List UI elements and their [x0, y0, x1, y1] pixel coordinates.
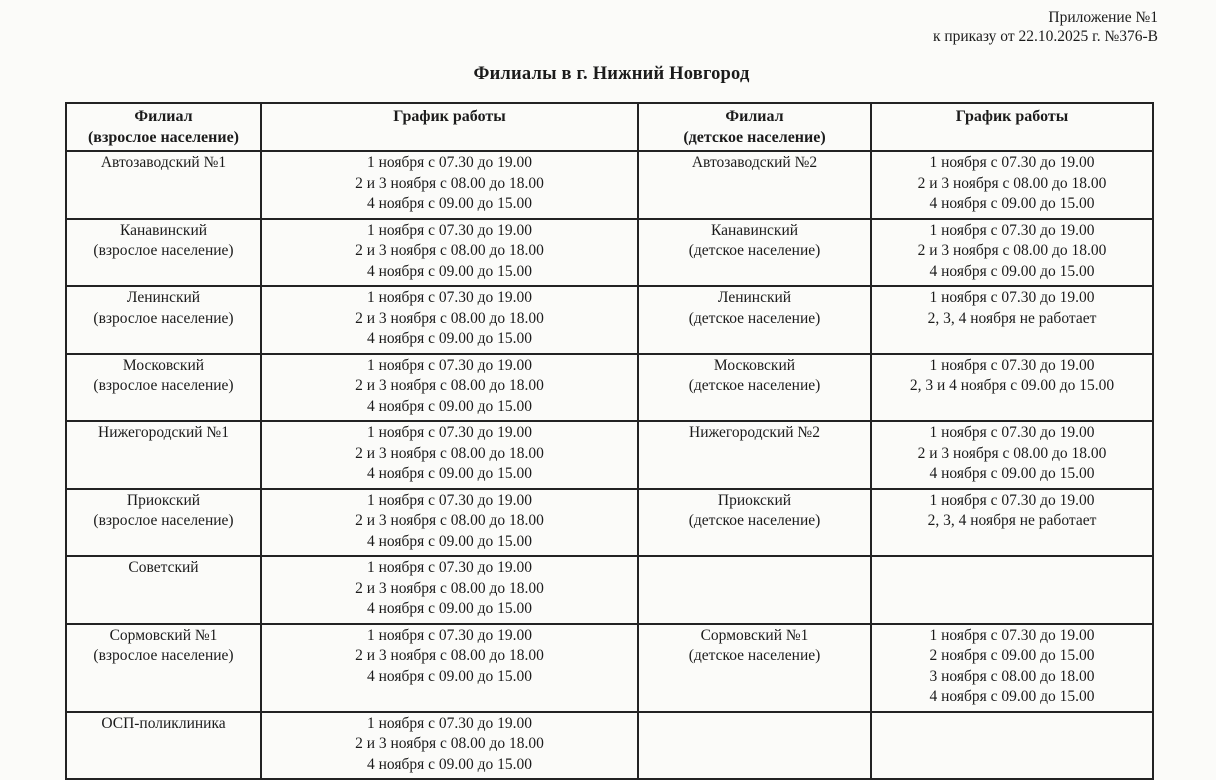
column-header: Филиал (взрослое население)	[66, 103, 261, 151]
table-header-row	[66, 103, 1153, 151]
adult-schedule-cell: 1 ноября с 07.30 до 19.00 2 и 3 ноября с 08.00 до 18.00 4 ноября с 09.00 до 15.00	[261, 219, 638, 287]
adult-branch-cell: Автозаводский №1	[66, 151, 261, 219]
column-header: График работы	[261, 103, 638, 151]
child-branch-cell: Нижегородский №2	[638, 421, 871, 489]
child-schedule-cell: 1 ноября с 07.30 до 19.00 2, 3 и 4 ноября с 09.00 до 15.00	[871, 354, 1153, 422]
appendix-line-2: к приказу от 22.10.2025 г. №376-В	[932, 28, 1158, 45]
child-branch-cell: Приокский (детское население)	[638, 489, 871, 557]
child-branch-cell: Московский (детское население)	[638, 354, 871, 422]
adult-schedule-cell: 1 ноября с 07.30 до 19.00 2 и 3 ноября с 08.00 до 18.00 4 ноября с 09.00 до 15.00	[261, 354, 638, 422]
adult-schedule-cell: 1 ноября с 07.30 до 19.00 2 и 3 ноября с 08.00 до 18.00 4 ноября с 09.00 до 15.00	[261, 489, 638, 557]
page-title: Филиалы в г. Нижний Новгород	[473, 64, 750, 84]
column-header: График работы	[871, 103, 1153, 151]
adult-schedule-cell: 1 ноября с 07.30 до 19.00 2 и 3 ноября с 08.00 до 18.00 4 ноября с 09.00 до 15.00	[261, 421, 638, 489]
table-row	[66, 624, 1153, 712]
table-row	[66, 489, 1153, 557]
child-schedule-cell	[871, 712, 1153, 780]
adult-branch-cell: Советский	[66, 556, 261, 624]
child-schedule-cell: 1 ноября с 07.30 до 19.00 2 и 3 ноября с 08.00 до 18.00 4 ноября с 09.00 до 15.00	[871, 151, 1153, 219]
child-schedule-cell: 1 ноября с 07.30 до 19.00 2 и 3 ноября с 08.00 до 18.00 4 ноября с 09.00 до 15.00	[871, 421, 1153, 489]
adult-branch-cell: Московский (взрослое население)	[66, 354, 261, 422]
child-branch-cell: Сормовский №1 (детское население)	[638, 624, 871, 712]
adult-branch-cell: Нижегородский №1	[66, 421, 261, 489]
child-schedule-cell: 1 ноября с 07.30 до 19.00 2 ноября с 09.00 до 15.00 3 ноября с 08.00 до 18.00 4 ноября с 09.00 до 15.00	[871, 624, 1153, 712]
table-row	[66, 712, 1153, 780]
table-body	[66, 151, 1153, 779]
child-branch-cell	[638, 556, 871, 624]
table-row	[66, 556, 1153, 624]
table-row	[66, 354, 1153, 422]
table-row	[66, 219, 1153, 287]
child-branch-cell: Автозаводский №2	[638, 151, 871, 219]
appendix-note	[65, 8, 1158, 46]
table-row	[66, 151, 1153, 219]
table-row	[66, 421, 1153, 489]
table-row	[66, 286, 1153, 354]
adult-branch-cell: ОСП-поликлиника	[66, 712, 261, 780]
child-schedule-cell: 1 ноября с 07.30 до 19.00 2, 3, 4 ноября не работает	[871, 489, 1153, 557]
adult-branch-cell: Ленинский (взрослое население)	[66, 286, 261, 354]
child-branch-cell: Ленинский (детское население)	[638, 286, 871, 354]
child-schedule-cell	[871, 556, 1153, 624]
adult-branch-cell: Приокский (взрослое население)	[66, 489, 261, 557]
adult-schedule-cell: 1 ноября с 07.30 до 19.00 2 и 3 ноября с 08.00 до 18.00 4 ноября с 09.00 до 15.00	[261, 712, 638, 780]
branches-schedule-table	[65, 102, 1154, 780]
adult-schedule-cell: 1 ноября с 07.30 до 19.00 2 и 3 ноября с 08.00 до 18.00 4 ноября с 09.00 до 15.00	[261, 556, 638, 624]
child-branch-cell: Канавинский (детское население)	[638, 219, 871, 287]
child-branch-cell	[638, 712, 871, 780]
adult-schedule-cell: 1 ноября с 07.30 до 19.00 2 и 3 ноября с 08.00 до 18.00 4 ноября с 09.00 до 15.00	[261, 286, 638, 354]
adult-schedule-cell: 1 ноября с 07.30 до 19.00 2 и 3 ноября с 08.00 до 18.00 4 ноября с 09.00 до 15.00	[261, 151, 638, 219]
adult-schedule-cell: 1 ноября с 07.30 до 19.00 2 и 3 ноября с 08.00 до 18.00 4 ноября с 09.00 до 15.00	[261, 624, 638, 712]
appendix-line-1: Приложение №1	[1048, 9, 1158, 26]
column-header: Филиал (детское население)	[638, 103, 871, 151]
adult-branch-cell: Сормовский №1 (взрослое население)	[66, 624, 261, 712]
adult-branch-cell: Канавинский (взрослое население)	[66, 219, 261, 287]
child-schedule-cell: 1 ноября с 07.30 до 19.00 2 и 3 ноября с 08.00 до 18.00 4 ноября с 09.00 до 15.00	[871, 219, 1153, 287]
child-schedule-cell: 1 ноября с 07.30 до 19.00 2, 3, 4 ноября не работает	[871, 286, 1153, 354]
